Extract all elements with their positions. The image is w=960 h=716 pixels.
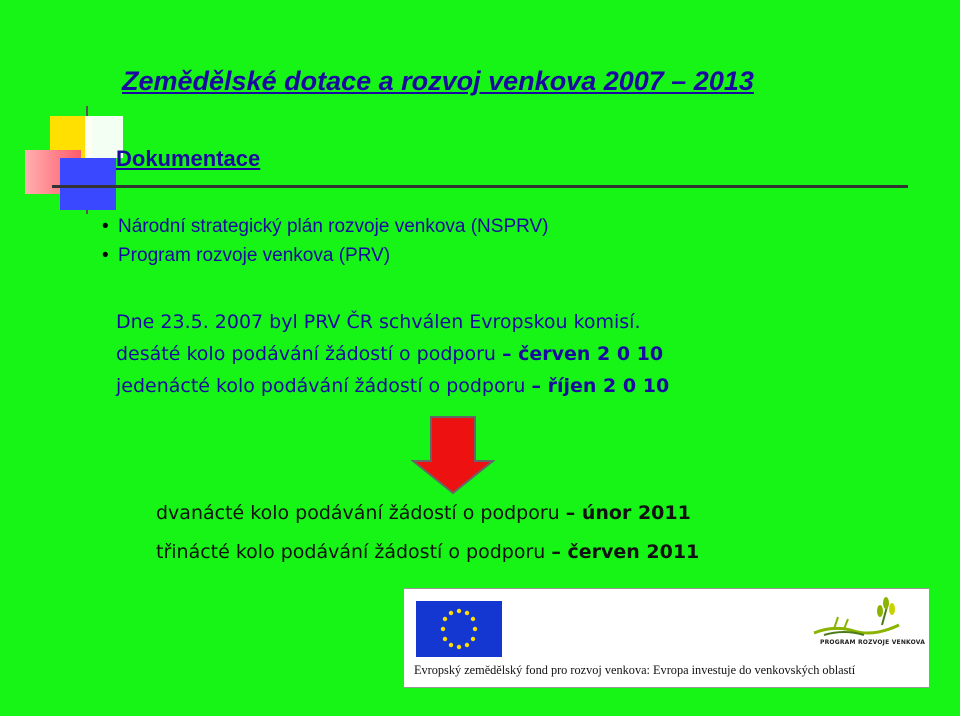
round-12-line (156, 502, 691, 524)
bullet-icon: • (102, 216, 109, 237)
bullet-icon: • (102, 245, 109, 266)
round-10-text: desáté kolo podávání žádostí o podporu (116, 343, 502, 365)
round-11-date: – říjen 2 0 10 (531, 375, 670, 397)
bullet-text: Národní strategický plán rozvoje venkova (NSPRV) (118, 216, 549, 237)
eu-banner (403, 588, 930, 688)
list-item (102, 241, 549, 270)
round-13-text: třinácté kolo podávání žádostí o podporu (156, 541, 552, 563)
banner-caption: Evropský zemědělský fond pro rozvoj venkova: Evropa investuje do venkovských oblastí (414, 663, 856, 677)
round-12-text: dvanácté kolo podávání žádostí o podporu (156, 502, 566, 524)
round-10-line (116, 343, 663, 365)
round-13-line (156, 541, 699, 563)
bullet-list (102, 212, 549, 270)
bullet-text: Program rozvoje venkova (PRV) (118, 245, 391, 266)
round-11-line (116, 375, 669, 397)
round-10-date: – červen 2 0 10 (501, 343, 664, 365)
section-subtitle: Dokumentace (116, 146, 261, 171)
round-13-date: – červen 2011 (551, 541, 700, 563)
down-arrow-icon (411, 415, 495, 495)
decor-blue-square (60, 158, 116, 210)
round-11-text: jedenácté kolo podávání žádostí o podporu (116, 375, 532, 397)
round-12-date: – únor 2011 (565, 502, 691, 524)
page-title: Zemědělské dotace a rozvoj venkova 2007 – 2013 (122, 66, 754, 96)
list-item (102, 212, 549, 241)
prv-label: PROGRAM ROZVOJE VENKOVA (820, 639, 926, 646)
prv-logo-icon (804, 595, 914, 661)
decor-horizontal-line (52, 185, 908, 188)
eu-flag-icon (416, 601, 502, 657)
approval-line: Dne 23.5. 2007 byl PRV ČR schválen Evropskou komisí. (116, 311, 641, 333)
